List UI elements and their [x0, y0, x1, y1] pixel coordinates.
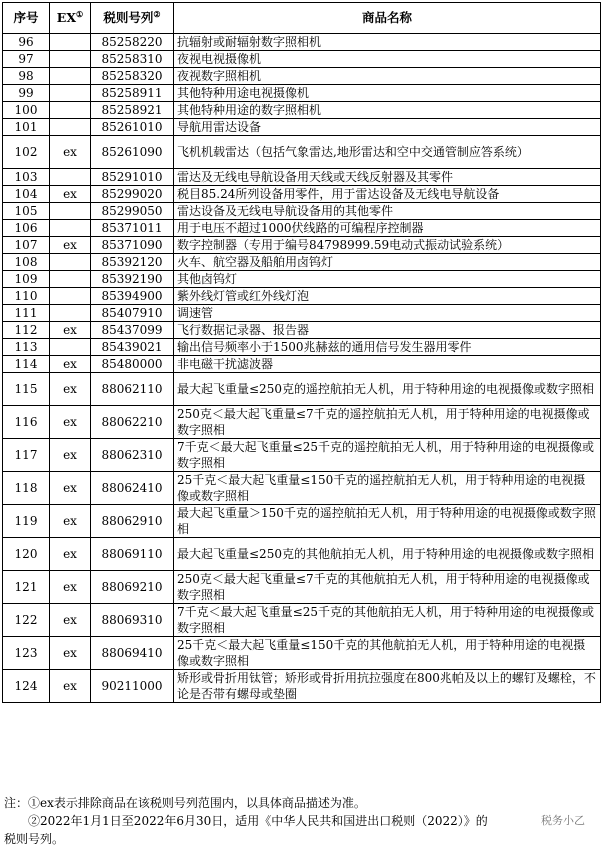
row-product-name: 25千克＜最大起飞重量≤150千克的其他航拍无人机，用于特种用途的电视摄像或数字照相 — [174, 637, 601, 670]
header-row — [3, 3, 601, 34]
row-tariff-code: 85299050 — [91, 203, 174, 220]
table-row — [3, 406, 601, 439]
table-row — [3, 670, 601, 703]
table-row — [3, 186, 601, 203]
row-ex: ex — [50, 356, 91, 373]
row-serial: 117 — [3, 439, 50, 472]
row-serial: 102 — [3, 136, 50, 169]
table-row — [3, 220, 601, 237]
footnotes — [4, 794, 598, 848]
row-product-name: 矫形或骨折用钛管；矫形或骨折用抗拉强度在800兆帕及以上的螺钉及螺栓，不论是否带有螺母或垫圈 — [174, 670, 601, 703]
row-serial: 101 — [3, 119, 50, 136]
row-serial: 96 — [3, 34, 50, 51]
row-product-name: 夜视电视摄像机 — [174, 51, 601, 68]
row-ex — [50, 85, 91, 102]
row-ex — [50, 220, 91, 237]
tariff-table — [2, 2, 601, 703]
table-row — [3, 254, 601, 271]
row-ex: ex — [50, 136, 91, 169]
row-tariff-code: 85371090 — [91, 237, 174, 254]
row-product-name: 抗辐射或耐辐射数字照相机 — [174, 34, 601, 51]
row-product-name: 输出信号频率小于1500兆赫兹的通用信号发生器用零件 — [174, 339, 601, 356]
row-serial: 111 — [3, 305, 50, 322]
row-tariff-code: 85299020 — [91, 186, 174, 203]
table-row — [3, 136, 601, 169]
row-serial: 120 — [3, 538, 50, 571]
row-tariff-code: 85258220 — [91, 34, 174, 51]
header-tariff-code: 税则号列② — [91, 3, 174, 34]
table-row — [3, 237, 601, 254]
row-product-name: 用于电压不超过1000伏线路的可编程序控制器 — [174, 220, 601, 237]
row-product-name: 夜视数字照相机 — [174, 68, 601, 85]
row-tariff-code: 88069210 — [91, 571, 174, 604]
row-product-name: 其他特种用途的数字照相机 — [174, 102, 601, 119]
row-product-name: 7千克＜最大起飞重量≤25千克的遥控航拍无人机，用于特种用途的电视摄像或数字照相 — [174, 439, 601, 472]
table-row — [3, 356, 601, 373]
row-ex — [50, 119, 91, 136]
table-row — [3, 169, 601, 186]
table-row — [3, 102, 601, 119]
row-tariff-code: 88069310 — [91, 604, 174, 637]
row-ex: ex — [50, 472, 91, 505]
table-row — [3, 288, 601, 305]
row-tariff-code: 88062210 — [91, 406, 174, 439]
row-serial: 99 — [3, 85, 50, 102]
row-product-name: 火车、航空器及船舶用卤钨灯 — [174, 254, 601, 271]
row-tariff-code: 85291010 — [91, 169, 174, 186]
row-serial: 108 — [3, 254, 50, 271]
row-ex — [50, 34, 91, 51]
row-product-name: 非电磁干扰滤波器 — [174, 356, 601, 373]
table-row — [3, 119, 601, 136]
row-ex: ex — [50, 505, 91, 538]
row-ex — [50, 68, 91, 85]
row-tariff-code: 85261010 — [91, 119, 174, 136]
row-tariff-code: 85394900 — [91, 288, 174, 305]
row-tariff-code: 85392190 — [91, 271, 174, 288]
row-tariff-code: 90211000 — [91, 670, 174, 703]
row-product-name: 最大起飞重量≤250克的其他航拍无人机，用于特种用途的电视摄像或数字照相 — [174, 538, 601, 571]
row-product-name: 25千克＜最大起飞重量≤150千克的遥控航拍无人机，用于特种用途的电视摄像或数字照相 — [174, 472, 601, 505]
row-product-name: 7千克＜最大起飞重量≤25千克的其他航拍无人机，用于特种用途的电视摄像或数字照相 — [174, 604, 601, 637]
row-tariff-code: 85258921 — [91, 102, 174, 119]
row-product-name: 数字控制器（专用于编号84798999.59电动式振动试验系统） — [174, 237, 601, 254]
row-serial: 98 — [3, 68, 50, 85]
row-tariff-code: 85439021 — [91, 339, 174, 356]
row-product-name: 飞行数据记录器、报告器 — [174, 322, 601, 339]
row-ex: ex — [50, 322, 91, 339]
table-body — [3, 34, 601, 703]
table-row — [3, 571, 601, 604]
row-serial: 114 — [3, 356, 50, 373]
row-tariff-code: 85258911 — [91, 85, 174, 102]
row-serial: 100 — [3, 102, 50, 119]
header-product-name: 商品名称 — [174, 3, 601, 34]
row-serial: 110 — [3, 288, 50, 305]
row-tariff-code: 88069410 — [91, 637, 174, 670]
row-ex: ex — [50, 186, 91, 203]
table-row — [3, 439, 601, 472]
row-ex — [50, 288, 91, 305]
row-ex — [50, 102, 91, 119]
table-row — [3, 322, 601, 339]
table-row — [3, 85, 601, 102]
table-row — [3, 203, 601, 220]
row-serial: 115 — [3, 373, 50, 406]
footnote-1: 注：①ex表示排除商品在该税则号列范围内，以具体商品描述为准。 — [4, 796, 366, 810]
row-serial: 112 — [3, 322, 50, 339]
row-product-name: 其他特种用途电视摄像机 — [174, 85, 601, 102]
row-serial: 103 — [3, 169, 50, 186]
row-tariff-code: 85371011 — [91, 220, 174, 237]
row-ex: ex — [50, 637, 91, 670]
row-tariff-code: 85480000 — [91, 356, 174, 373]
row-ex — [50, 271, 91, 288]
row-product-name: 调速管 — [174, 305, 601, 322]
row-product-name: 导航用雷达设备 — [174, 119, 601, 136]
row-product-name: 250克＜最大起飞重量≤7千克的其他航拍无人机，用于特种用途的电视摄像或数字照相 — [174, 571, 601, 604]
watermark: 税务小乙 — [538, 812, 588, 828]
row-ex: ex — [50, 237, 91, 254]
row-product-name: 最大起飞重量＞150千克的遥控航拍无人机，用于特种用途的电视摄像或数字照相 — [174, 505, 601, 538]
row-ex: ex — [50, 571, 91, 604]
row-tariff-code: 88069110 — [91, 538, 174, 571]
row-ex — [50, 339, 91, 356]
row-product-name: 税目85.24所列设备用零件，用于雷达设备及无线电导航设备 — [174, 186, 601, 203]
row-ex: ex — [50, 604, 91, 637]
row-tariff-code: 85437099 — [91, 322, 174, 339]
row-ex — [50, 254, 91, 271]
row-product-name: 飞机机载雷达（包括气象雷达,地形雷达和空中交通管制应答系统） — [174, 136, 601, 169]
row-ex — [50, 169, 91, 186]
table-row — [3, 271, 601, 288]
row-serial: 104 — [3, 186, 50, 203]
row-ex: ex — [50, 406, 91, 439]
header-ex: EX① — [50, 3, 91, 34]
row-ex — [50, 305, 91, 322]
row-serial: 97 — [3, 51, 50, 68]
table-row — [3, 604, 601, 637]
row-product-name: 雷达及无线电导航设备用天线或天线反射器及其零件 — [174, 169, 601, 186]
row-product-name: 其他卤钨灯 — [174, 271, 601, 288]
row-serial: 124 — [3, 670, 50, 703]
row-product-name: 雷达设备及无线电导航设备用的其他零件 — [174, 203, 601, 220]
row-serial: 121 — [3, 571, 50, 604]
header-serial: 序号 — [3, 3, 50, 34]
row-serial: 119 — [3, 505, 50, 538]
row-tariff-code: 85258320 — [91, 68, 174, 85]
footnote-mark-2: ② — [153, 8, 161, 19]
row-tariff-code: 88062910 — [91, 505, 174, 538]
row-serial: 122 — [3, 604, 50, 637]
row-serial: 107 — [3, 237, 50, 254]
row-tariff-code: 85407910 — [91, 305, 174, 322]
table-row — [3, 505, 601, 538]
row-ex — [50, 51, 91, 68]
table-row — [3, 339, 601, 356]
row-tariff-code: 85392120 — [91, 254, 174, 271]
row-serial: 106 — [3, 220, 50, 237]
row-serial: 118 — [3, 472, 50, 505]
row-tariff-code: 88062310 — [91, 439, 174, 472]
footnote-mark-1: ① — [76, 8, 84, 19]
table-row — [3, 538, 601, 571]
row-serial: 113 — [3, 339, 50, 356]
table-row — [3, 305, 601, 322]
row-product-name: 紫外线灯管或红外线灯泡 — [174, 288, 601, 305]
row-product-name: 最大起飞重量≤250克的遥控航拍无人机，用于特种用途的电视摄像或数字照相 — [174, 373, 601, 406]
table-row — [3, 373, 601, 406]
row-serial: 123 — [3, 637, 50, 670]
row-ex: ex — [50, 373, 91, 406]
table-row — [3, 34, 601, 51]
row-tariff-code: 85261090 — [91, 136, 174, 169]
table-row — [3, 51, 601, 68]
footnote-3: 税则号列。 — [4, 832, 65, 846]
row-ex — [50, 203, 91, 220]
table-row — [3, 472, 601, 505]
row-ex: ex — [50, 670, 91, 703]
row-tariff-code: 88062110 — [91, 373, 174, 406]
row-tariff-code: 88062410 — [91, 472, 174, 505]
row-serial: 105 — [3, 203, 50, 220]
row-ex: ex — [50, 439, 91, 472]
table-row — [3, 68, 601, 85]
row-ex: ex — [50, 538, 91, 571]
row-product-name: 250克＜最大起飞重量≤7千克的遥控航拍无人机，用于特种用途的电视摄像或数字照相 — [174, 406, 601, 439]
row-tariff-code: 85258310 — [91, 51, 174, 68]
row-serial: 109 — [3, 271, 50, 288]
footnote-2: ②2022年1月1日至2022年6月30日，适用《中华人民共和国进出口税则（2022）》的 — [4, 814, 488, 828]
row-serial: 116 — [3, 406, 50, 439]
table-row — [3, 637, 601, 670]
